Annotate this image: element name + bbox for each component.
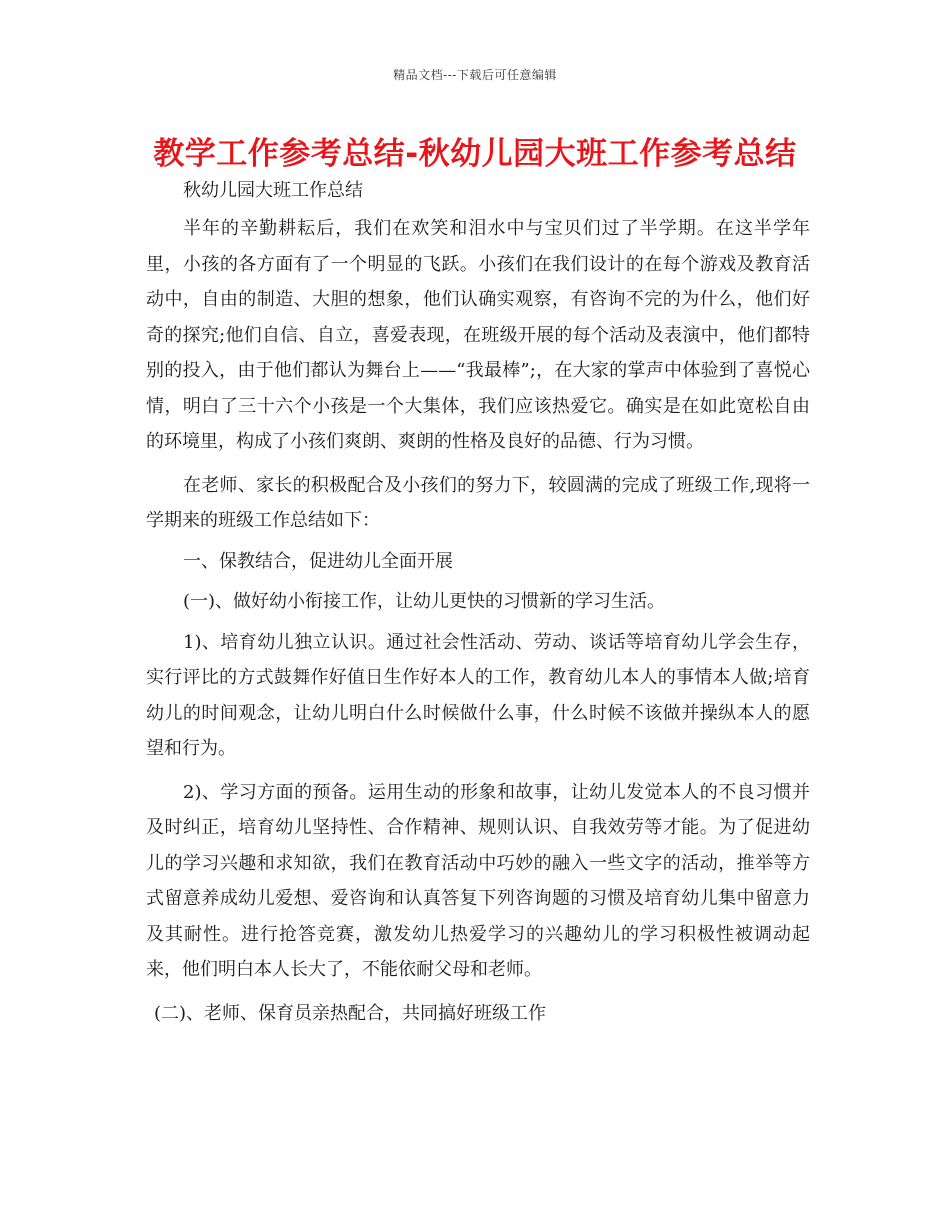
document-subtitle: 秋幼儿园大班工作总结 xyxy=(183,180,363,201)
document-body xyxy=(146,176,810,1031)
section-heading-1: 一、保教结合，促进幼儿全面开展 xyxy=(183,550,453,572)
header-note: 精品文档---下载后可任意编辑 xyxy=(393,68,557,82)
paragraph-item-2: 2)、学习方面的预备。运用生动的形象和故事，让幼儿发觉本人的不良习惯并及时纠正，培育幼儿坚持性、合作精神、规则认识、自我效劳等才能。为了促进幼儿的学习兴趣和求知欲，我们在教育活动中巧妙的融入一些文字的活动，推举等方式留意养成幼儿爱想、爱咨询和认真答复下列咨询题的习惯及培育幼儿集中留意力及其耐性。进行抢答竞赛，激发幼儿热爱学习的兴趣幼儿的学习积极性被调动起来，他们明白本人长大了，不能依耐父母和老师。 xyxy=(146,781,810,980)
document-title: 教学工作参考总结-秋幼儿园大班工作参考总结 xyxy=(153,136,797,172)
subsection-heading-1: (一)、做好幼小衔接工作，让幼儿更快的习惯新的学习生活。 xyxy=(183,591,666,612)
paragraph-intro: 半年的辛勤耕耘后，我们在欢笑和泪水中与宝贝们过了半学期。在这半学年里，小孩的各方面有了一个明显的飞跃。小孩们在我们设计的在每个游戏及教育活动中，自由的制造、大胆的想象，他们认确实观察，有咨询不完的为什么，他们好奇的探究;他们自信、自立，喜爱表现，在班级开展的每个活动及表演中，他们都特别的投入，由于他们都认为舞台上——“我最棒”;，在大家的掌声中体验到了喜悦心情，明白了三十六个小孩是一个大集体，我们应该热爱它。确实是在如此宽松自由的环境里，构成了小孩们爽朗、爽朗的性格及良好的品德、行为习惯。 xyxy=(146,218,810,452)
paragraph-summary-lead: 在老师、家长的积极配合及小孩们的努力下，较圆满的完成了班级工作,现将一学期来的班级工作总结如下： xyxy=(146,474,810,531)
subsection-heading-2: (二)、老师、保育员亲热配合，共同搞好班级工作 xyxy=(154,1002,547,1024)
paragraph-item-1: 1)、培育幼儿独立认识。通过社会性活动、劳动、谈话等培育幼儿学会生存，实行评比的方式鼓舞作好值日生作好本人的工作，教育幼儿本人的事情本人做;培育幼儿的时间观念，让幼儿明白什么时候做什么事，什么时候不该做并操纵本人的愿望和行为。 xyxy=(146,631,810,759)
